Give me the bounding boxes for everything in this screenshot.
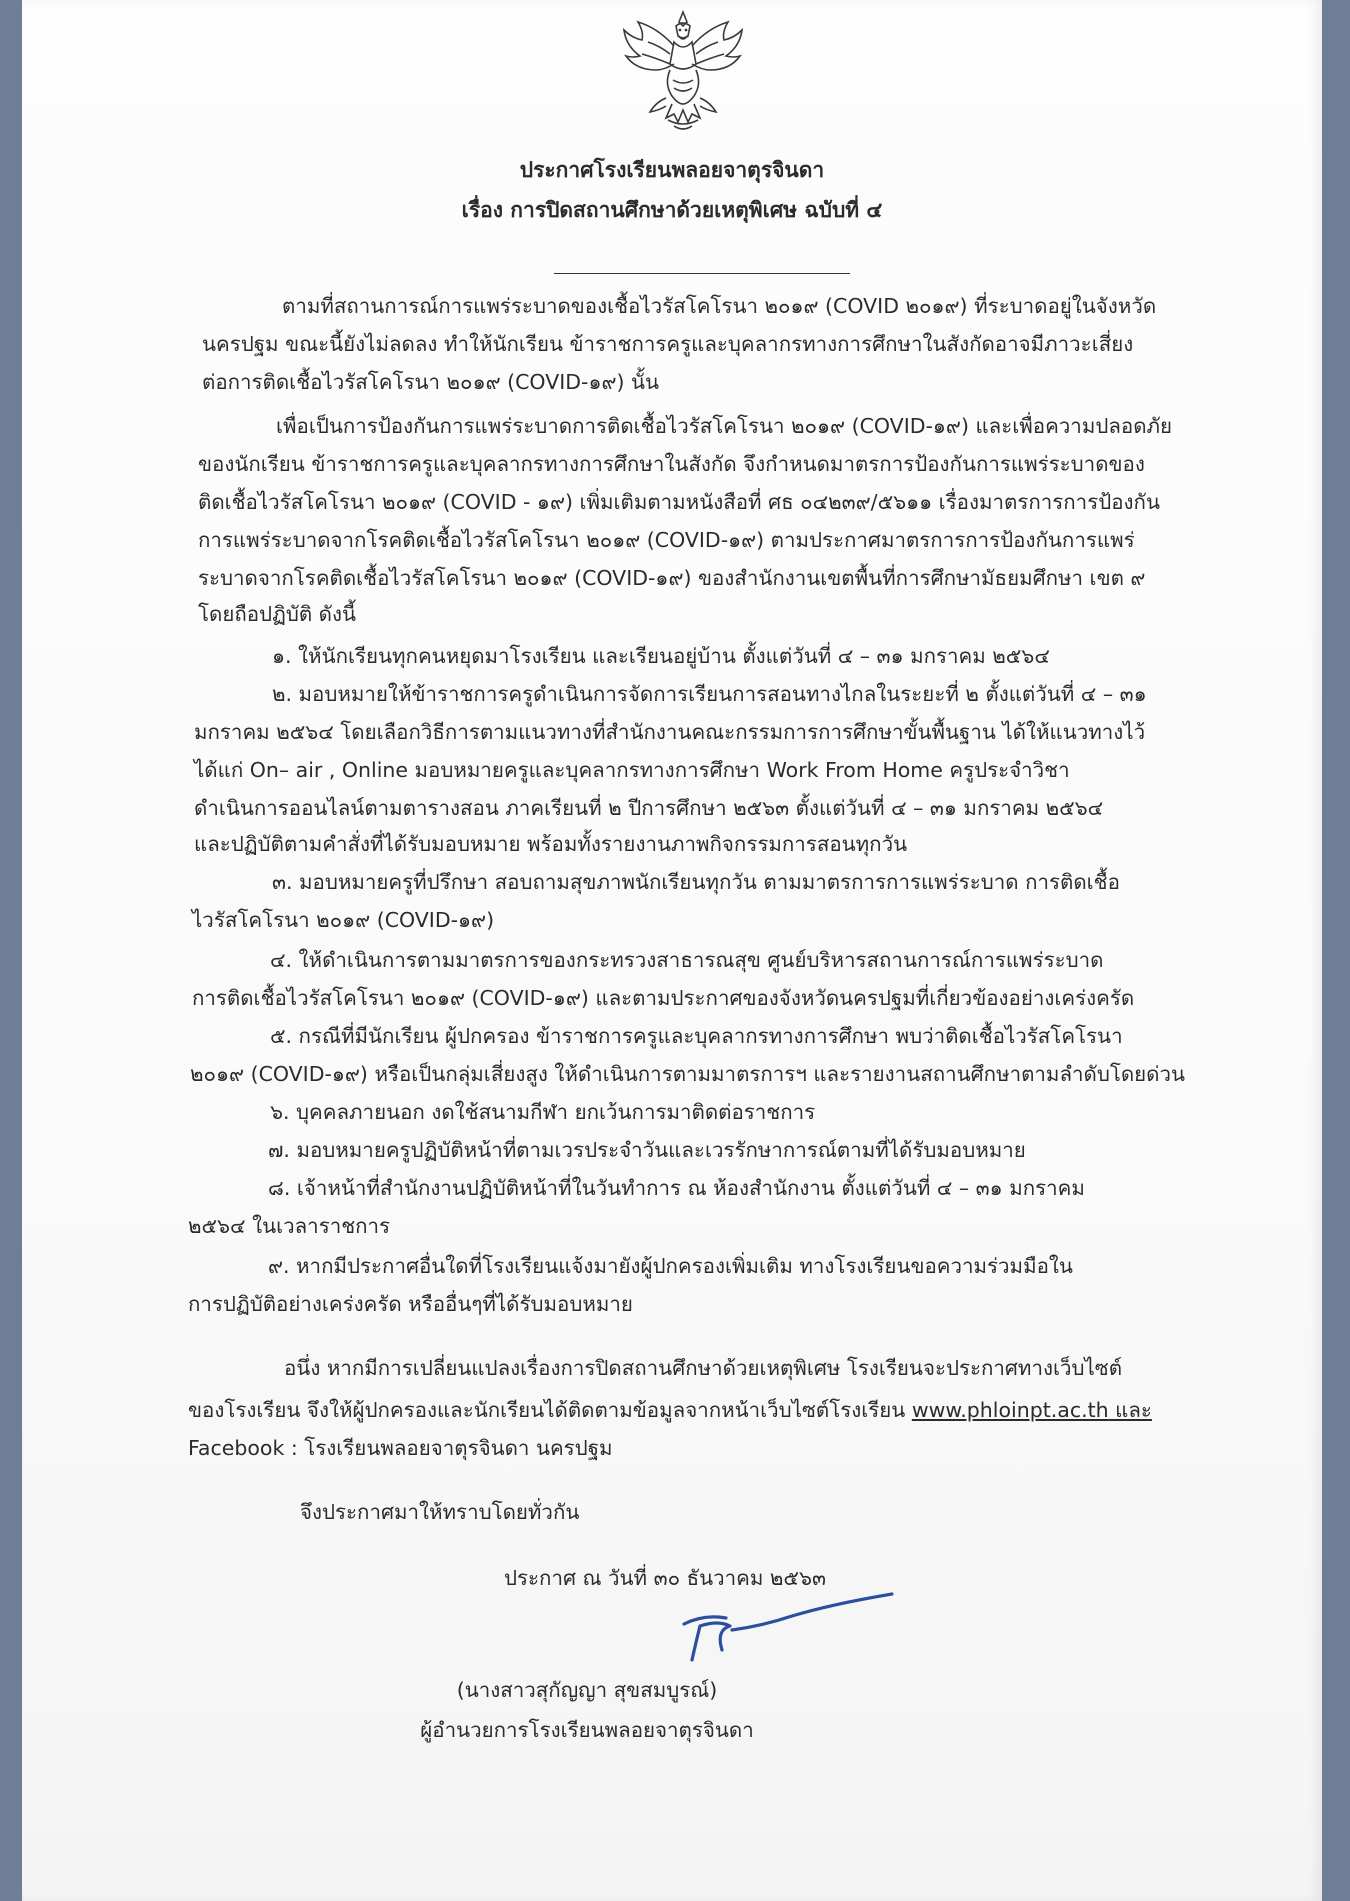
item-8-line: ๘. เจ้าหน้าที่สำนักงานปฏิบัติหน้าที่ในวันทำการ ณ ห้องสำนักงาน ตั้งแต่วันที่ ๔ – ๓๑ มกราคม	[268, 1176, 1085, 1200]
announcement-date: ประกาศ ณ วันที่ ๓๐ ธันวาคม ๒๕๖๓	[504, 1566, 826, 1590]
notice-line: อนึ่ง หากมีการเปลี่ยนแปลงเรื่องการปิดสถานศึกษาด้วยเหตุพิเศษ โรงเรียนจะประกาศทางเว็บไซต์	[284, 1356, 1123, 1380]
facebook-line: Facebook : โรงเรียนพลอยจาตุรจินดา นครปฐม	[188, 1436, 613, 1460]
item-5-line: ๒๐๑๙ (COVID-๑๙) หรือเป็นกลุ่มเสี่ยงสูง ให้ดำเนินการตามมาตรการฯ และรายงานสถานศึกษาตามลำดับโดยด่วน	[190, 1062, 1186, 1086]
school-website-link[interactable]: www.phloinpt.ac.th	[911, 1398, 1109, 1422]
item-9-line: การปฏิบัติอย่างเคร่งครัด หรืออื่นๆที่ได้รับมอบหมาย	[188, 1292, 633, 1316]
signer-name: (นางสาวสุกัญญา สุขสมบูรณ์)	[456, 1678, 718, 1702]
item-2-line: และปฏิบัติตามคำสั่งที่ได้รับมอบหมาย พร้อมทั้งรายงานภาพกิจกรรมการสอนทุกวัน	[194, 832, 908, 856]
item-3-line: ไวรัสโคโรนา ๒๐๑๙ (COVID-๑๙)	[192, 908, 495, 932]
document-paper	[22, 0, 1322, 1901]
item-4-line: ๔. ให้ดำเนินการตามมาตรการของกระทรวงสาธารณสุข ศูนย์บริหารสถานการณ์การแพร่ระบาด	[270, 948, 1104, 972]
intro-line: ต่อการติดเชื้อไวรัสโคโรนา ๒๐๑๙ (COVID-๑๙) นั้น	[202, 370, 660, 394]
purpose-line: ติดเชื้อไวรัสโคโรนา ๒๐๑๙ (COVID - ๑๙) เพิ่มเติมตามหนังสือที่ ศธ ๐๔๒๓๙/๕๖๑๑ เรื่องมาตรการการป้องกัน	[198, 490, 1160, 514]
notice-line	[188, 1396, 1152, 1424]
signature	[662, 1590, 902, 1666]
announcement-title: ประกาศโรงเรียนพลอยจาตุรจินดา	[519, 158, 825, 182]
item-8-line: ๒๕๖๔ ในเวลาราชการ	[188, 1214, 391, 1238]
item-7-line: ๗. มอบหมายครูปฏิบัติหน้าที่ตามเวรประจำวันและเวรรักษาการณ์ตามที่ได้รับมอบหมาย	[268, 1138, 1026, 1162]
notice-text: ของโรงเรียน จึงให้ผู้ปกครองและนักเรียนได้ติดตามข้อมูลจากหน้าเว็บไซต์โรงเรียน	[188, 1398, 912, 1422]
purpose-line: การแพร่ระบาดจากโรคติดเชื้อไวรัสโคโรนา ๒๐๑๙ (COVID-๑๙) ตามประกาศมาตรการการป้องกันการแพร่	[198, 528, 1135, 552]
item-9-line: ๙. หากมีประกาศอื่นใดที่โรงเรียนแจ้งมายังผู้ปกครองเพิ่มเติม ทางโรงเรียนขอความร่วมมือใน	[268, 1254, 1073, 1278]
title-divider	[554, 273, 850, 274]
item-2-line: ๒. มอบหมายให้ข้าราชการครูดำเนินการจัดการเรียนการสอนทางไกลในระยะที่ ๒ ตั้งแต่วันที่ ๔ – ๓๑	[272, 682, 1147, 706]
intro-line: นครปฐม ขณะนี้ยังไม่ลดลง ทำให้นักเรียน ข้าราชการครูและบุคลากรทางการศึกษาในสังกัดอาจมีภาวะเสี่ยง	[202, 332, 1134, 356]
item-2-line: มกราคม ๒๕๖๔ โดยเลือกวิธีการตามแนวทางที่สำนักงานคณะกรรมการการศึกษาขั้นพื้นฐาน ได้ให้แนวทางไว้	[194, 720, 1146, 744]
item-6-line: ๖. บุคคลภายนอก งดใช้สนามกีฬา ยกเว้นการมาติดต่อราชการ	[270, 1100, 816, 1124]
item-3-line: ๓. มอบหมายครูที่ปรึกษา สอบถามสุขภาพนักเรียนทุกวัน ตามมาตรการการแพร่ระบาด การติดเชื้อ	[272, 870, 1120, 894]
item-4-line: การติดเชื้อไวรัสโคโรนา ๒๐๑๙ (COVID-๑๙) และตามประกาศของจังหวัดนครปฐมที่เกี่ยวข้องอย่างเคร่งครัด	[192, 986, 1135, 1010]
garuda-emblem	[618, 8, 748, 136]
item-2-line: ดำเนินการออนไลน์ตามตารางสอน ภาคเรียนที่ ๒ ปีการศึกษา ๒๕๖๓ ตั้งแต่วันที่ ๔ – ๓๑ มกราคม ๒๕๖๔	[194, 796, 1104, 820]
item-5-line: ๕. กรณีที่มีนักเรียน ผู้ปกครอง ข้าราชการครูและบุคลากรทางการศึกษา พบว่าติดเชื้อไวรัสโคโรนา	[270, 1024, 1123, 1048]
purpose-line: เพื่อเป็นการป้องกันการแพร่ระบาดการติดเชื้อไวรัสโคโรนา ๒๐๑๙ (COVID-๑๙) และเพื่อความปลอดภัย	[276, 414, 1173, 438]
announcement-subject: เรื่อง การปิดสถานศึกษาด้วยเหตุพิเศษ ฉบับที่ ๔	[461, 198, 883, 222]
closing-line: จึงประกาศมาให้ทราบโดยทั่วกัน	[300, 1500, 580, 1524]
signer-title: ผู้อำนวยการโรงเรียนพลอยจาตุรจินดา	[420, 1718, 754, 1742]
item-1-line: ๑. ให้นักเรียนทุกคนหยุดมาโรงเรียน และเรียนอยู่บ้าน ตั้งแต่วันที่ ๔ – ๓๑ มกราคม ๒๕๖๔	[272, 644, 1050, 668]
purpose-line: ระบาดจากโรคติดเชื้อไวรัสโคโรนา ๒๐๑๙ (COVID-๑๙) ของสำนักงานเขตพื้นที่การศึกษามัธยมศึกษา เขต ๙	[198, 566, 1146, 590]
intro-line: ตามที่สถานการณ์การแพร่ระบาดของเชื้อไวรัสโคโรนา ๒๐๑๙ (COVID ๒๐๑๙) ที่ระบาดอยู่ในจังหวัด	[282, 294, 1157, 318]
purpose-line: โดยถือปฏิบัติ ดังนี้	[198, 602, 357, 626]
item-2-line: ได้แก่ On– air , Online มอบหมายครูและบุคลากรทางการศึกษา Work From Home ครูประจำวิชา	[194, 758, 1070, 782]
notice-and-text: และ	[1108, 1398, 1152, 1422]
purpose-line: ของนักเรียน ข้าราชการครูและบุคลากรทางการศึกษาในสังกัด จึงกำหนดมาตรการป้องกันการแพร่ระบาดของ	[198, 452, 1145, 476]
